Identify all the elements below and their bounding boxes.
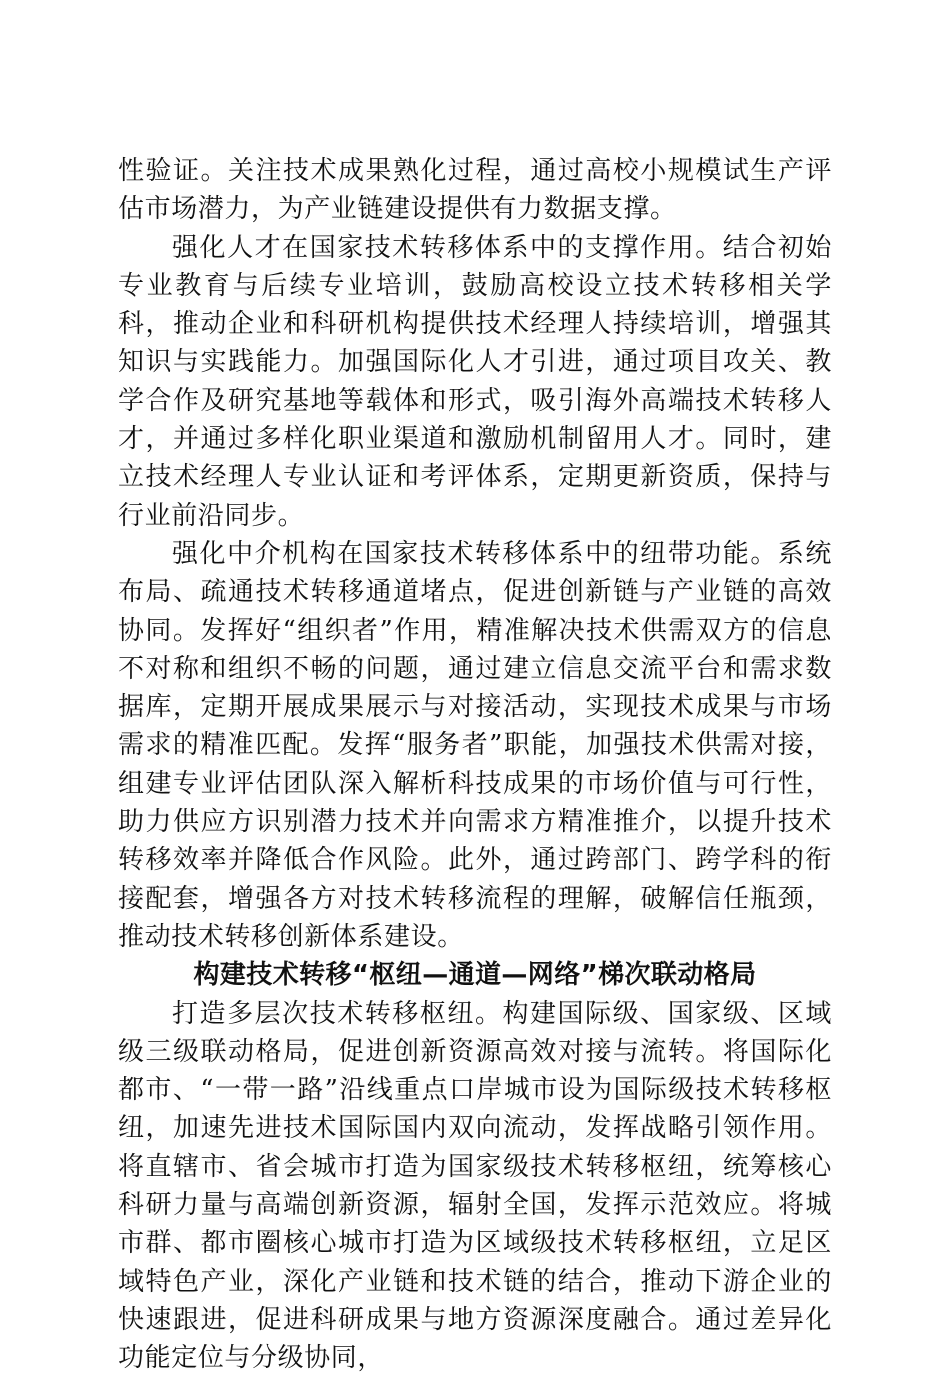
paragraph-hub: 打造多层次技术转移枢纽。构建国际级、国家级、区域级三级联动格局，促进创新资源高效对接与流转。将国际化都市、“一带一路”沿线重点口岸城市设为国际级技术转移枢纽，加速先进技术国际国内双向流动，发挥战略引领作用。将直辖市、省会城市打造为国家级技术转移枢纽，统筹核心科研力量与高端创新资源，辐射全国，发挥示范效应。将城市群、都市圈核心城市打造为区域级技术转移枢纽，立足区域特色产业，深化产业链和技术链的结合，推动下游企业的快速跟进，促进科研成果与地方资源深度融合。通过差异化功能定位与分级协同， [118, 998, 832, 1374]
document-body [118, 152, 832, 1378]
paragraph-talent: 强化人才在国家技术转移体系中的支撑作用。结合初始专业教育与后续专业培训，鼓励高校设立技术转移相关学科，推动企业和科研机构提供技术经理人持续培训，增强其知识与实践能力。加强国际化人才引进，通过项目攻关、教学合作及研究基地等载体和形式，吸引海外高端技术转移人才，并通过多样化职业渠道和激励机制留用人才。同时，建立技术经理人专业认证和考评体系，定期更新资质，保持与行业前沿同步。 [118, 232, 832, 531]
paragraph-intermediary: 强化中介机构在国家技术转移体系中的纽带功能。系统布局、疏通技术转移通道堵点，促进创新链与产业链的高效协同。发挥好“组织者”作用，精准解决技术供需双方的信息不对称和组织不畅的问题，通过建立信息交流平台和需求数据库，定期开展成果展示与对接活动，实现技术成果与市场需求的精准匹配。发挥“服务者”职能，加强技术供需对接，组建专业评估团队深入解析科技成果的市场价值与可行性，助力供应方识别潜力技术并向需求方精准推介，以提升技术转移效率并降低合作风险。此外，通过跨部门、跨学科的衔接配套，增强各方对技术转移流程的理解，破解信任瓶颈，推动技术转移创新体系建设。 [118, 538, 832, 952]
paragraph-continuation: 性验证。关注技术成果熟化过程，通过高校小规模试生产评估市场潜力，为产业链建设提供有力数据支撑。 [118, 156, 832, 225]
section-heading: 构建技术转移“枢纽—通道—网络”梯次联动格局 [193, 960, 757, 991]
